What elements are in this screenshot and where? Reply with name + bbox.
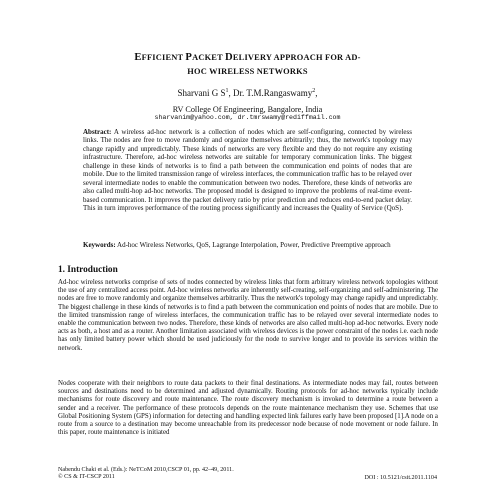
title-line-1 — [134, 52, 360, 63]
keywords-text: Ad-hoc Wireless Networks, QoS, Lagrange Interpolation, Power, Predictive Preemptive approach — [115, 241, 391, 249]
title-word-efficient: FFICIENT — [141, 53, 186, 62]
introduction-paragraph-2: Nodes cooperate with their neighbors to route data packets to their final destinations. As intermediate nodes may fail, routes between sources and destinations need to be determined and adjusted dynamically. Routing protocols for ad-hoc networks typically include mechanisms for route discovery and route maintenance. The route discovery mechanism is invoked to determine a route between a sender and a receiver. The performance of these protocols depends on the route maintenance mechanism they use. Schemes that use Global Positioning System (GPS) information for detecting and handling expected link failures early have been proposed [1].A node on a route from a source to a destination may become unreachable from its predecessor node because of node movement or node failure. In this paper, route maintenance is initiated — [58, 380, 438, 437]
author-emails: sharvanim@yahoo.com, dr.tmrswamy@rediffmail.com — [154, 114, 341, 121]
abstract — [83, 128, 412, 213]
title-word-packet: ACKET — [192, 53, 226, 62]
affiliation: RV College Of Engineering, Bangalore, India — [172, 105, 323, 114]
introduction-paragraph-1: Ad-hoc wireless networks comprise of sets of nodes connected by wireless links that form arbitrary wireless network topologies without the use of any centralized access point. Ad-hoc wireless networks are inherently self-creating, self-organizing and self-administering. The nodes are free to move randomly and organize themselves arbitrarily. Thus the network's topology may change rapidly and unpredictably. The biggest challenge in these kinds of networks is to find a path between the communication end points of nodes that are mobile. Due to the limited transmission range of wireless interfaces, the communication traffic has to be relayed over several intermediate nodes to enable the communication between two nodes. Therefore, these kinds of networks are also called multi-hop ad-hoc networks. Every node acts as both, a host and as a router. Another limitation associated with wireless devices is the power constraint of the nodes i.e. each node has only limited battery power which should be used judiciously for the node to survive longer and to provide its services within the network. — [58, 279, 438, 352]
footer-copyright: © CS & IT-CSCP 2011 — [58, 474, 115, 481]
author-2-marker: 2 — [312, 88, 316, 94]
title-initial-d: D — [225, 52, 233, 63]
section-heading-introduction: 1. Introduction — [58, 265, 118, 275]
abstract-text: A wireless ad-hoc network is a collection of nodes which are self-configuring, connected by wireless links. The nodes are free to move randomly and organize themselves arbitrarily; thus, the network's topology may change rapidly and unpredictably. These kinds of networks are very flexible and they do not require any existing infrastructure. Therefore, ad-hoc wireless networks are suitable for temporary communication links. The biggest challenge in these kinds of networks is to find a path between the communication end points of nodes that are mobile. Due to the limited transmission range of wireless interfaces, the communication traffic has to be relayed over several intermediate nodes to enable the communication between two nodes. Therefore, these kinds of networks are also called multi-hop ad-hoc networks. The proposed model is designed to improve the problems of real-time event-based communication. It improves the packet delivery ratio by prior prediction and reduces end-to-end packet delay. This in turn improves performance of the routing process significantly and increases the Quality of Service (QoS). — [83, 128, 412, 213]
footer-citation — [58, 467, 234, 482]
keywords — [83, 241, 412, 249]
author-list-end: , — [315, 88, 318, 98]
keywords-label: Keywords: — [83, 241, 116, 249]
author-list — [0, 88, 495, 98]
footer-doi: DOI : 10.5121/csit.2011.1104 — [364, 475, 437, 481]
author-1-marker: 1 — [225, 88, 229, 94]
author-2: , Dr. T.M.Rangaswamy — [228, 88, 313, 98]
title-word-delivery: ELIVERY APPROACH FOR AD- — [232, 53, 361, 62]
footer-editors: Nabendu Chaki et al. (Eds.): NeTCoM 2010,CSCP 01, pp. 42–49, 2011. — [58, 467, 234, 473]
abstract-label: Abstract: — [83, 128, 112, 136]
title-line-2: HOC WIRELESS NETWORKS — [187, 67, 308, 76]
author-1: Sharvani G S — [177, 88, 226, 98]
title-initial-e: E — [134, 52, 142, 63]
paper-title — [70, 51, 425, 79]
title-initial-p: P — [185, 52, 193, 63]
